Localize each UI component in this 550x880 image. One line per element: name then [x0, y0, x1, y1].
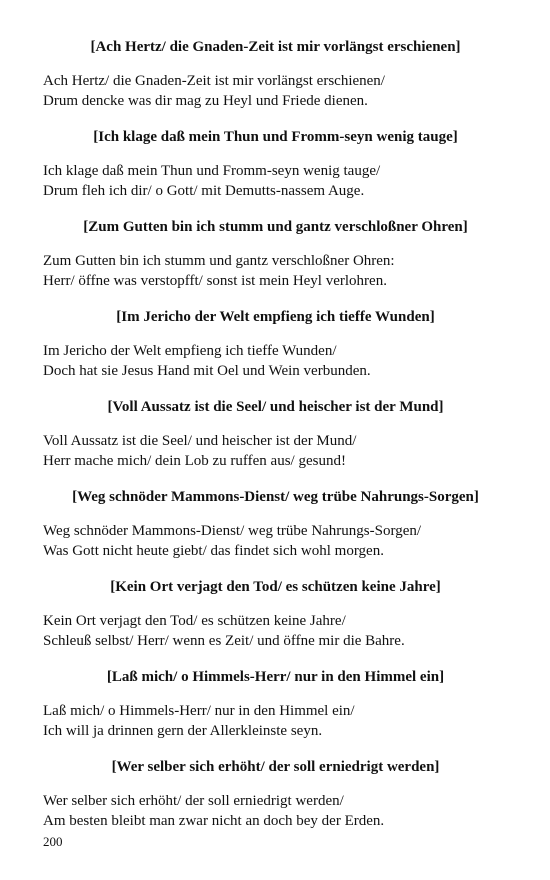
verse-line: Wer selber sich erhöht/ der soll erniedrigt werden/ — [43, 793, 344, 809]
verse-line: Weg schnöder Mammons-Dienst/ weg trübe Nahrungs-Sorgen/ — [43, 523, 422, 539]
epigram-title: [Voll Aussatz ist die Seel/ und heischer ist der Mund] — [107, 399, 444, 415]
verse-line: Voll Aussatz ist die Seel/ und heischer ist der Mund/ — [43, 433, 357, 449]
verse-line: Herr/ öffne was verstopfft/ sonst ist mein Heyl verlohren. — [43, 273, 387, 289]
verse-line: Am besten bleibt man zwar nicht an doch bey der Erden. — [43, 813, 385, 829]
epigram — [43, 668, 508, 741]
page-body — [43, 38, 508, 848]
verse-line: Schleuß selbst/ Herr/ wenn es Zeit/ und öffne mir die Bahre. — [43, 633, 405, 649]
verse-line: Was Gott nicht heute giebt/ das findet sich wohl morgen. — [43, 543, 384, 559]
verse-line: Laß mich/ o Himmels-Herr/ nur in den Himmel ein/ — [43, 703, 355, 719]
epigram — [43, 398, 508, 471]
epigram-title: [Zum Gutten bin ich stumm und gantz verschloßner Ohren] — [83, 219, 468, 235]
epigram — [43, 758, 508, 831]
epigram — [43, 488, 508, 561]
verse-line: Drum dencke was dir mag zu Heyl und Friede dienen. — [43, 93, 368, 109]
verse-line: Kein Ort verjagt den Tod/ es schützen keine Jahre/ — [43, 613, 346, 629]
epigram-title: [Laß mich/ o Himmels-Herr/ nur in den Himmel ein] — [106, 669, 445, 685]
verse-line: Drum fleh ich dir/ o Gott/ mit Demutts-nassem Auge. — [43, 183, 365, 199]
verse-line: Ich will ja drinnen gern der Allerkleinste seyn. — [43, 723, 323, 739]
verse-line: Doch hat sie Jesus Hand mit Oel und Wein verbunden. — [43, 363, 371, 379]
epigram — [43, 308, 508, 381]
epigram — [43, 128, 508, 201]
epigram-title: [Ach Hertz/ die Gnaden-Zeit ist mir vorlängst erschienen] — [90, 39, 461, 55]
epigram — [43, 218, 508, 291]
verse-line: Zum Gutten bin ich stumm und gantz verschloßner Ohren: — [43, 253, 395, 269]
page-number: 200 — [43, 834, 63, 849]
epigram-title: [Ich klage daß mein Thun und Fromm-seyn wenig tauge] — [93, 129, 458, 145]
epigram — [43, 578, 508, 651]
epigram — [43, 38, 508, 111]
verse-line: Ach Hertz/ die Gnaden-Zeit ist mir vorlängst erschienen/ — [43, 73, 385, 89]
epigram-title: [Weg schnöder Mammons-Dienst/ weg trübe Nahrungs-Sorgen] — [72, 489, 479, 505]
verse-line: Herr mache mich/ dein Lob zu ruffen aus/ gesund! — [43, 453, 346, 469]
verse-line: Ich klage daß mein Thun und Fromm-seyn wenig tauge/ — [43, 163, 381, 179]
verse-line: Im Jericho der Welt empfieng ich tieffe Wunden/ — [43, 343, 337, 359]
epigram-title: [Im Jericho der Welt empfieng ich tieffe Wunden] — [116, 309, 435, 325]
epigram-title: [Kein Ort verjagt den Tod/ es schützen keine Jahre] — [110, 579, 441, 595]
epigram-title: [Wer selber sich erhöht/ der soll erniedrigt werden] — [111, 759, 440, 775]
